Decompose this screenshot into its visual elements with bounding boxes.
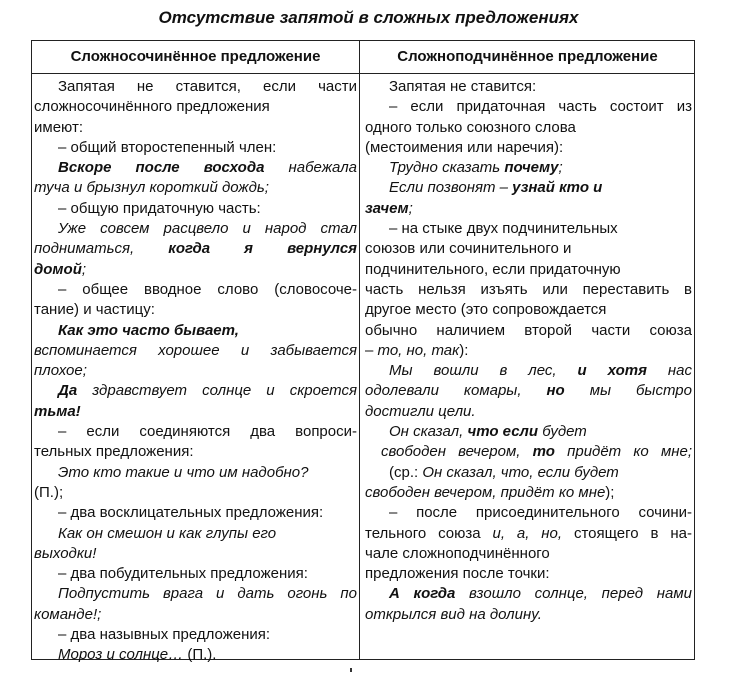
text-segment: почему: [504, 159, 559, 177]
text-segment: Он сказал, что, если будет: [422, 463, 619, 481]
right-text-line: [365, 260, 692, 280]
right-text-line: [365, 118, 692, 138]
text-segment: подниматься,: [34, 240, 169, 258]
right-text-line: [365, 199, 692, 219]
right-text-line: [365, 138, 692, 158]
left-text-line: [34, 239, 357, 259]
text-segment: – общий второстепенный член:: [58, 138, 277, 156]
text-segment: Мороз и солнце…: [58, 646, 184, 664]
text-segment: тьма!: [34, 402, 81, 420]
text-segment: – два восклицательных предложения:: [58, 504, 324, 522]
text-segment: набежала: [264, 159, 357, 177]
text-segment: Да: [58, 382, 78, 400]
right-text-line: [365, 524, 692, 544]
text-segment: туча и брызнул короткий дождь;: [34, 179, 269, 197]
text-segment: то: [532, 443, 555, 461]
left-text-line: [34, 118, 357, 138]
page-title: Отсутствие запятой в сложных предложениях: [158, 8, 579, 27]
right-text-line: [365, 77, 692, 97]
text-segment: свободен вечером,: [381, 443, 533, 461]
right-text-line: [365, 503, 692, 523]
text-segment: тельных предложения:: [34, 443, 194, 461]
text-segment: обычно наличием второй части союза: [365, 321, 692, 339]
left-text-line: [34, 77, 357, 97]
text-segment: – если придаточная часть состоит из: [389, 98, 692, 116]
left-text-line: [34, 402, 357, 422]
left-text-line: [34, 625, 357, 645]
right-text-line: [365, 422, 692, 442]
right-text-line: [365, 605, 692, 625]
text-segment: открылся вид на долину.: [365, 605, 542, 623]
left-text-line: [34, 219, 357, 239]
text-segment: будет: [538, 423, 587, 441]
text-segment: ):: [459, 341, 469, 359]
text-segment: свободен вечером, придёт ко мне: [365, 483, 606, 501]
left-text-line: [34, 361, 357, 381]
text-segment: Вскоре после восхода: [58, 159, 265, 177]
left-text-line: [34, 584, 357, 604]
text-segment: взошло солнце, перед нами: [455, 585, 692, 603]
right-text-line: [365, 463, 692, 483]
text-segment: Если позвонят –: [389, 179, 513, 197]
right-text-line: [365, 321, 692, 341]
text-segment: но: [546, 382, 565, 400]
text-segment: Подпустить врага и дать огонь по: [58, 585, 357, 603]
right-text-line: [365, 361, 692, 381]
header-divider: [32, 73, 694, 74]
text-segment: Мы вошли в лес,: [389, 362, 578, 380]
left-text-line: [34, 158, 357, 178]
text-segment: – после присоединительного сочини-: [389, 504, 692, 522]
text-segment: выходки!: [34, 544, 97, 562]
text-segment: Запятая не ставится:: [389, 78, 537, 95]
right-text-line: [365, 178, 692, 198]
left-text-line: [34, 300, 357, 320]
right-text-line: [365, 280, 692, 300]
text-segment: ;: [558, 159, 563, 177]
text-segment: плохое;: [34, 362, 87, 380]
right-text-line: [365, 564, 692, 584]
text-segment: зачем: [365, 199, 409, 217]
text-segment: тельного союза: [365, 524, 493, 542]
text-segment: ;: [408, 199, 413, 217]
header-compound-sentence: Сложносочинённое предложение: [70, 48, 321, 65]
left-text-line: [34, 341, 357, 361]
right-text-line: [365, 97, 692, 117]
left-column-text: [34, 77, 357, 666]
right-column-text: [365, 77, 692, 625]
right-text-line: [365, 402, 692, 422]
right-text-line: [365, 483, 692, 503]
text-segment: что если: [467, 423, 539, 441]
text-segment: союзов или сочинительного и: [365, 240, 572, 258]
left-text-line: [34, 605, 357, 625]
text-segment: то, но, так: [377, 341, 460, 359]
text-segment: (местоимения или наречия):: [365, 138, 564, 156]
text-segment: мы быстро: [564, 382, 692, 400]
text-segment: Как это часто бывает,: [58, 321, 239, 339]
text-segment: – два побудительных предложения:: [58, 565, 308, 583]
text-segment: Уже совсем расцвело и народ стал: [58, 220, 357, 238]
header-complex-sentence: Сложноподчинённое предложение: [397, 48, 658, 65]
right-text-line: [365, 219, 692, 239]
left-text-line: [34, 442, 357, 462]
text-segment: );: [605, 483, 615, 501]
right-text-line: [365, 544, 692, 564]
text-segment: стоящего в на-: [562, 524, 693, 542]
left-text-line: [34, 97, 357, 117]
text-segment: (П.).: [183, 646, 217, 664]
text-segment: вспоминается хорошее и забывается: [34, 341, 357, 359]
right-text-line: [365, 239, 692, 259]
text-segment: – на стыке двух подчинительных: [389, 220, 618, 238]
comparison-table: [31, 40, 695, 664]
left-text-line: [34, 178, 357, 198]
text-segment: Трудно сказать: [389, 159, 505, 177]
text-segment: ;: [81, 260, 87, 278]
text-segment: чале сложноподчинённого: [365, 544, 550, 562]
text-segment: одного только союзного слова: [365, 118, 576, 136]
text-segment: и хотя: [577, 362, 647, 380]
right-text-line: [365, 442, 692, 462]
right-text-line: [365, 341, 692, 361]
left-text-line: [34, 260, 357, 280]
left-text-line: [34, 544, 357, 564]
right-text-line: [365, 300, 692, 320]
text-segment: предложения после точки:: [365, 565, 550, 583]
text-segment: достигли цели.: [365, 402, 476, 420]
left-text-line: [34, 645, 357, 665]
right-text-line: [365, 381, 692, 401]
text-segment: сложносочинённого предложения: [34, 98, 270, 116]
text-segment: команде!;: [34, 605, 102, 623]
right-text-line: [365, 158, 692, 178]
left-text-line: [34, 463, 357, 483]
text-segment: А когда: [389, 585, 456, 603]
text-segment: –: [365, 341, 378, 359]
text-segment: (П.);: [34, 483, 64, 501]
right-text-line: [365, 584, 692, 604]
left-text-line: [34, 321, 357, 341]
left-text-line: [34, 381, 357, 401]
text-segment: Как он смешон и как глупы его: [58, 524, 277, 542]
text-segment: придёт ко мне;: [554, 443, 692, 461]
text-segment: узнай кто и: [512, 179, 603, 197]
text-segment: другое место (это сопровождается: [365, 301, 607, 319]
text-segment: имеют:: [34, 118, 83, 136]
text-segment: – общую придаточную часть:: [58, 199, 261, 217]
text-segment: подчинительного, если придаточную: [365, 260, 621, 278]
page-mark: [350, 668, 352, 672]
text-segment: (ср.:: [389, 463, 423, 481]
text-segment: Он сказал,: [389, 423, 468, 441]
text-segment: когда я вернулся: [168, 240, 357, 258]
text-segment: домой: [34, 260, 82, 278]
text-segment: здравствует солнце и скроется: [77, 382, 357, 400]
left-text-line: [34, 503, 357, 523]
text-segment: – два назывных предложения:: [58, 626, 271, 644]
left-text-line: [34, 280, 357, 300]
text-segment: и, а, но,: [492, 524, 563, 542]
left-text-line: [34, 199, 357, 219]
text-segment: тание) и частицу:: [34, 301, 155, 319]
text-segment: Запятая не ставится, если части: [58, 78, 357, 95]
column-divider: [359, 41, 360, 659]
text-segment: – общее вводное слово (словосоче-: [58, 280, 357, 298]
text-segment: нас: [646, 362, 693, 380]
text-segment: Это кто такие и что им надобно?: [58, 463, 309, 481]
left-text-line: [34, 564, 357, 584]
text-segment: одолевали комары,: [365, 382, 547, 400]
left-text-line: [34, 422, 357, 442]
left-text-line: [34, 138, 357, 158]
left-text-line: [34, 483, 357, 503]
left-text-line: [34, 524, 357, 544]
text-segment: часть нельзя изъять или переставить в: [365, 280, 692, 298]
text-segment: – если соединяются два вопроси-: [58, 423, 357, 441]
